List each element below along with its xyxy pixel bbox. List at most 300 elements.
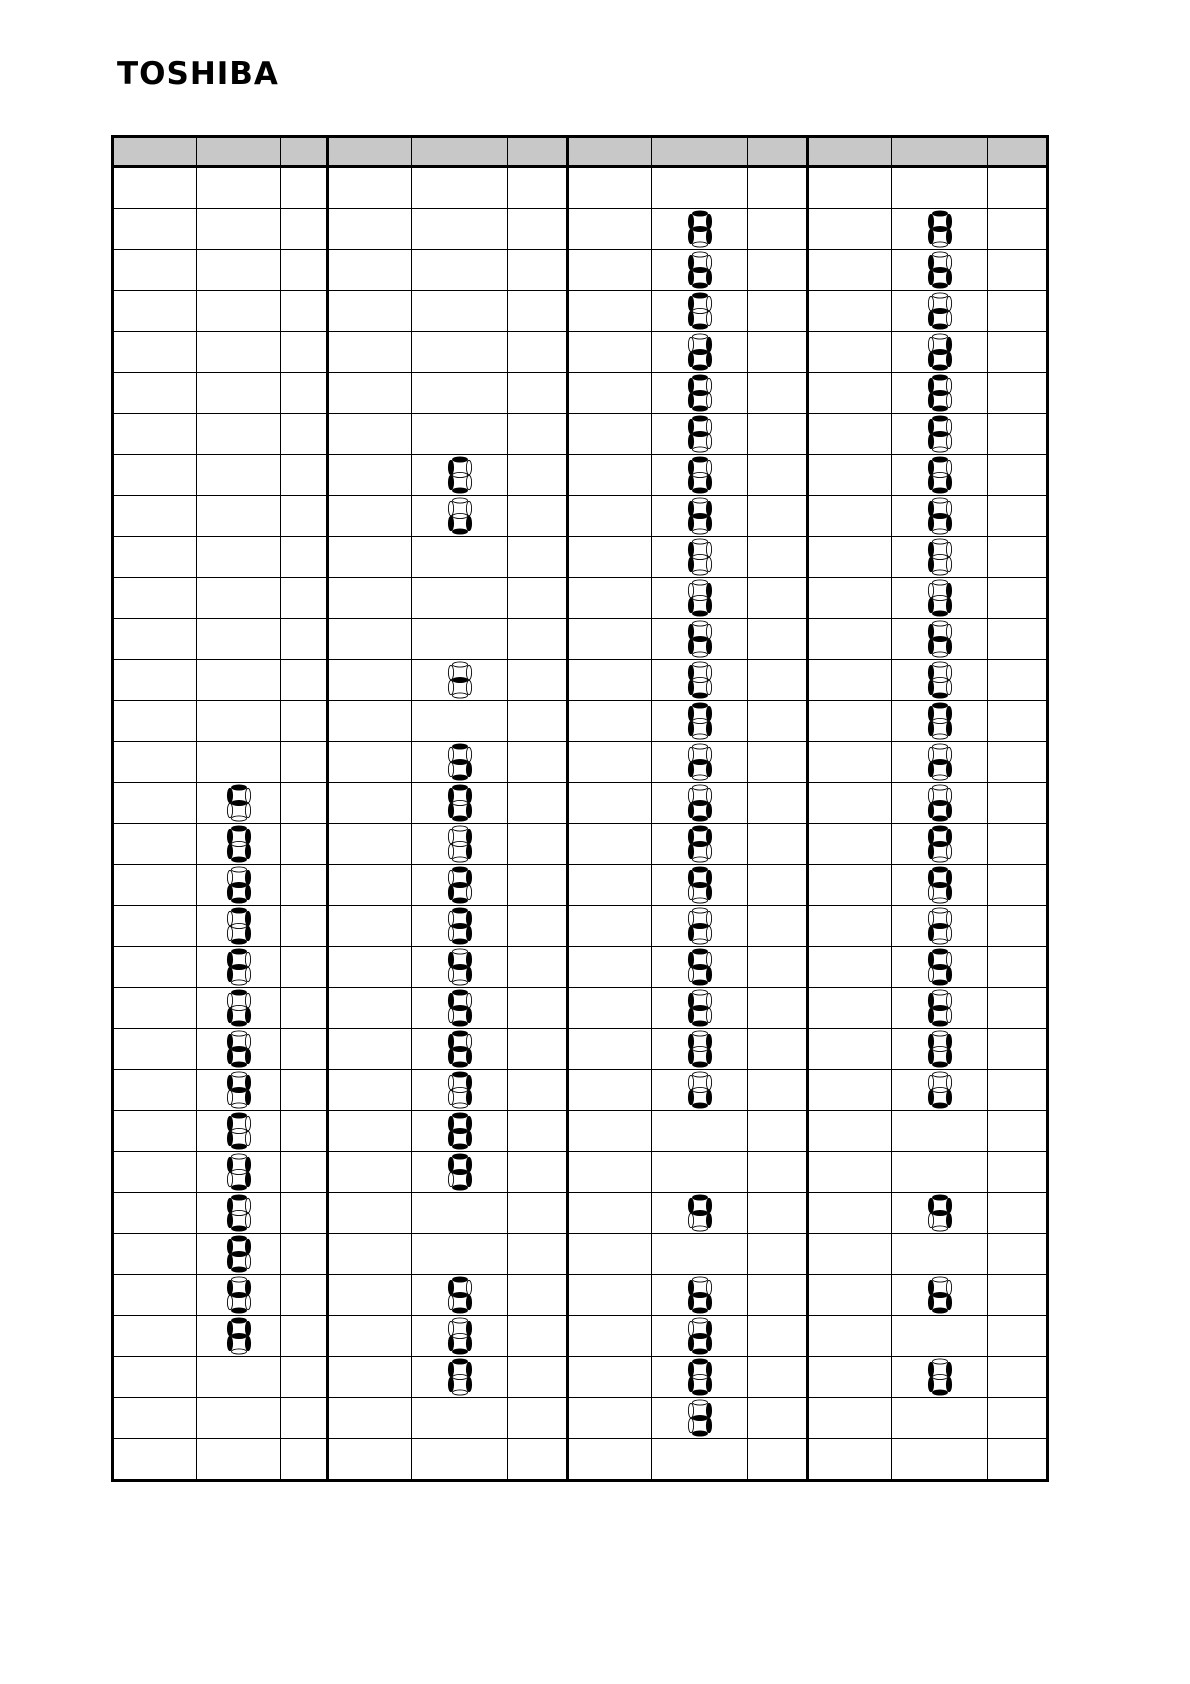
seven-segment-glyph: [447, 989, 473, 1027]
code-cell: [808, 455, 892, 496]
character-map-table: [111, 135, 1049, 1482]
segment-c: [466, 1090, 471, 1104]
segment-g: [231, 841, 246, 846]
segment-e: [688, 434, 693, 448]
segment-c: [946, 844, 951, 858]
segment-g: [692, 472, 707, 477]
segment-a: [692, 1195, 707, 1200]
glyph-cell: [197, 1275, 281, 1316]
code-cell: [113, 1357, 197, 1398]
segment-a: [231, 826, 246, 831]
table-row: [113, 414, 1048, 455]
segment-c: [946, 762, 951, 776]
segment-g: [692, 759, 707, 764]
segment-g: [692, 1292, 707, 1297]
code-cell: [808, 1357, 892, 1398]
segment-f: [688, 378, 693, 392]
segment-g: [692, 226, 707, 231]
segment-d: [932, 775, 947, 780]
segment-c: [946, 967, 951, 981]
segment-e: [688, 1418, 693, 1432]
segment-a: [932, 621, 947, 626]
segment-e: [227, 1090, 232, 1104]
segment-c: [466, 762, 471, 776]
segment-f: [928, 1075, 933, 1089]
segment-b: [706, 460, 711, 474]
segment-a: [692, 744, 707, 749]
segment-d: [932, 324, 947, 329]
segment-f: [688, 624, 693, 638]
note-cell: [988, 1398, 1048, 1439]
segment-g: [452, 964, 467, 969]
glyph-cell: [412, 1439, 508, 1481]
segment-e: [688, 229, 693, 243]
seven-segment-glyph: [226, 825, 252, 863]
seven-segment-glyph: [447, 743, 473, 781]
segment-f: [448, 993, 453, 1007]
glyph-cell: [197, 988, 281, 1029]
segment-c: [466, 1172, 471, 1186]
table-row: [113, 660, 1048, 701]
note-cell: [748, 1357, 808, 1398]
glyph-cell: [197, 1070, 281, 1111]
segment-f: [688, 1034, 693, 1048]
glyph-cell: [412, 619, 508, 660]
note-cell: [281, 1398, 328, 1439]
table-row: [113, 619, 1048, 660]
note-cell: [988, 1152, 1048, 1193]
note-cell: [748, 1439, 808, 1481]
segment-g: [452, 1005, 467, 1010]
segment-f: [688, 1198, 693, 1212]
code-cell: [113, 742, 197, 783]
note-cell: [988, 1357, 1048, 1398]
segment-e: [928, 557, 933, 571]
glyph-cell: [197, 660, 281, 701]
code-cell: [328, 1398, 412, 1439]
header-cell: [328, 137, 412, 167]
glyph-cell: [892, 250, 988, 291]
segment-c: [946, 803, 951, 817]
segment-g: [231, 1210, 246, 1215]
segment-c: [706, 434, 711, 448]
segment-a: [452, 949, 467, 954]
segment-e: [448, 1131, 453, 1145]
segment-b: [946, 706, 951, 720]
segment-a: [692, 539, 707, 544]
segment-g: [932, 759, 947, 764]
segment-e: [448, 844, 453, 858]
segment-a: [692, 1031, 707, 1036]
code-cell: [568, 1316, 652, 1357]
segment-b: [706, 542, 711, 556]
segment-e: [928, 393, 933, 407]
segment-e: [448, 1336, 453, 1350]
segment-d: [231, 1308, 246, 1313]
seven-segment-glyph: [447, 456, 473, 494]
segment-a: [692, 949, 707, 954]
table-row: [113, 906, 1048, 947]
segment-d: [692, 734, 707, 739]
segment-e: [448, 1090, 453, 1104]
segment-g: [692, 1046, 707, 1051]
glyph-cell: [197, 1234, 281, 1275]
segment-d: [231, 1062, 246, 1067]
code-cell: [808, 291, 892, 332]
code-cell: [113, 660, 197, 701]
segment-a: [231, 1236, 246, 1241]
segment-f: [688, 706, 693, 720]
segment-c: [706, 967, 711, 981]
table-row: [113, 1070, 1048, 1111]
seven-segment-glyph: [226, 1030, 252, 1068]
code-cell: [568, 537, 652, 578]
glyph-cell: [197, 332, 281, 373]
segment-g: [452, 841, 467, 846]
note-cell: [508, 783, 568, 824]
segment-a: [932, 1072, 947, 1077]
segment-b: [706, 829, 711, 843]
segment-d: [231, 939, 246, 944]
segment-f: [928, 1034, 933, 1048]
segment-g: [231, 1087, 246, 1092]
code-cell: [113, 619, 197, 660]
segment-d: [692, 242, 707, 247]
glyph-cell: [652, 414, 748, 455]
seven-segment-glyph: [226, 1194, 252, 1232]
note-cell: [508, 496, 568, 537]
note-cell: [748, 1193, 808, 1234]
glyph-cell: [652, 455, 748, 496]
segment-g: [452, 472, 467, 477]
segment-b: [706, 1403, 711, 1417]
segment-f: [688, 747, 693, 761]
segment-b: [706, 747, 711, 761]
segment-d: [452, 1144, 467, 1149]
seven-segment-glyph: [687, 251, 713, 289]
segment-d: [692, 1308, 707, 1313]
glyph-cell: [412, 578, 508, 619]
note-cell: [281, 578, 328, 619]
segment-d: [932, 898, 947, 903]
note-cell: [988, 947, 1048, 988]
segment-c: [706, 844, 711, 858]
code-cell: [568, 1029, 652, 1070]
glyph-cell: [412, 783, 508, 824]
seven-segment-glyph: [447, 1030, 473, 1068]
glyph-cell: [197, 1111, 281, 1152]
note-cell: [748, 1029, 808, 1070]
seven-segment-glyph: [447, 1071, 473, 1109]
segment-g: [932, 841, 947, 846]
seven-segment-glyph: [927, 825, 953, 863]
segment-f: [928, 665, 933, 679]
seven-segment-glyph: [687, 907, 713, 945]
seven-segment-glyph: [927, 210, 953, 248]
code-cell: [328, 578, 412, 619]
segment-b: [946, 255, 951, 269]
segment-f: [688, 214, 693, 228]
segment-f: [227, 1321, 232, 1335]
segment-g: [932, 677, 947, 682]
code-cell: [568, 578, 652, 619]
code-cell: [328, 660, 412, 701]
segment-a: [932, 867, 947, 872]
segment-f: [227, 952, 232, 966]
segment-f: [688, 665, 693, 679]
segment-b: [706, 788, 711, 802]
seven-segment-glyph: [447, 948, 473, 986]
segment-a: [692, 252, 707, 257]
segment-e: [448, 475, 453, 489]
segment-a: [452, 1031, 467, 1036]
glyph-cell: [412, 660, 508, 701]
segment-g: [932, 964, 947, 969]
code-cell: [568, 1357, 652, 1398]
segment-e: [688, 885, 693, 899]
segment-c: [946, 721, 951, 735]
code-cell: [328, 332, 412, 373]
segment-d: [692, 775, 707, 780]
segment-d: [692, 611, 707, 616]
segment-d: [231, 898, 246, 903]
segment-c: [466, 926, 471, 940]
note-cell: [748, 209, 808, 250]
note-cell: [508, 619, 568, 660]
segment-e: [688, 1213, 693, 1227]
segment-f: [688, 255, 693, 269]
segment-c: [466, 967, 471, 981]
segment-a: [932, 908, 947, 913]
segment-b: [946, 1198, 951, 1212]
segment-b: [706, 255, 711, 269]
segment-f: [928, 583, 933, 597]
segment-c: [245, 1295, 250, 1309]
segment-c: [706, 1049, 711, 1063]
glyph-cell: [652, 1234, 748, 1275]
segment-e: [928, 639, 933, 653]
segment-c: [706, 680, 711, 694]
segment-a: [932, 580, 947, 585]
note-cell: [748, 660, 808, 701]
segment-a: [932, 662, 947, 667]
note-cell: [748, 1152, 808, 1193]
segment-b: [706, 1280, 711, 1294]
code-cell: [808, 1029, 892, 1070]
segment-f: [448, 829, 453, 843]
segment-c: [946, 885, 951, 899]
seven-segment-glyph: [687, 866, 713, 904]
note-cell: [988, 1193, 1048, 1234]
seven-segment-glyph: [927, 1276, 953, 1314]
code-cell: [113, 1234, 197, 1275]
glyph-cell: [412, 209, 508, 250]
glyph-cell: [197, 1193, 281, 1234]
segment-d: [932, 1390, 947, 1395]
segment-b: [706, 337, 711, 351]
note-cell: [281, 209, 328, 250]
note-cell: [748, 783, 808, 824]
code-cell: [808, 209, 892, 250]
segment-e: [688, 475, 693, 489]
seven-segment-glyph: [687, 661, 713, 699]
seven-segment-glyph: [447, 907, 473, 945]
segment-c: [706, 557, 711, 571]
segment-e: [688, 393, 693, 407]
glyph-cell: [197, 701, 281, 742]
table-row: [113, 496, 1048, 537]
table-row: [113, 250, 1048, 291]
segment-a: [452, 1359, 467, 1364]
glyph-cell: [892, 373, 988, 414]
segment-b: [466, 1075, 471, 1089]
segment-d: [692, 447, 707, 452]
segment-f: [448, 1034, 453, 1048]
segment-c: [946, 1213, 951, 1227]
glyph-cell: [412, 824, 508, 865]
glyph-cell: [197, 373, 281, 414]
seven-segment-glyph: [447, 1276, 473, 1314]
seven-segment-glyph: [447, 825, 473, 863]
segment-f: [448, 665, 453, 679]
note-cell: [748, 332, 808, 373]
segment-a: [932, 1195, 947, 1200]
segment-g: [932, 718, 947, 723]
note-cell: [281, 332, 328, 373]
segment-b: [946, 829, 951, 843]
code-cell: [568, 455, 652, 496]
segment-g: [692, 1374, 707, 1379]
note-cell: [281, 865, 328, 906]
segment-f: [448, 870, 453, 884]
segment-e: [227, 1213, 232, 1227]
segment-e: [688, 1377, 693, 1391]
segment-g: [932, 595, 947, 600]
seven-segment-glyph: [447, 1153, 473, 1191]
segment-e: [928, 1295, 933, 1309]
code-cell: [808, 1193, 892, 1234]
segment-e: [688, 270, 693, 284]
segment-c: [706, 721, 711, 735]
code-cell: [808, 414, 892, 455]
note-cell: [988, 824, 1048, 865]
glyph-cell: [197, 619, 281, 660]
note-cell: [281, 783, 328, 824]
segment-d: [692, 857, 707, 862]
segment-a: [452, 1318, 467, 1323]
seven-segment-glyph: [687, 948, 713, 986]
segment-e: [928, 598, 933, 612]
table-row: [113, 947, 1048, 988]
code-cell: [568, 824, 652, 865]
segment-d: [692, 529, 707, 534]
code-cell: [328, 1275, 412, 1316]
code-cell: [113, 1070, 197, 1111]
segment-d: [932, 488, 947, 493]
segment-e: [227, 1254, 232, 1268]
segment-d: [452, 1390, 467, 1395]
segment-e: [448, 1049, 453, 1063]
segment-b: [946, 870, 951, 884]
glyph-cell: [412, 742, 508, 783]
seven-segment-glyph: [687, 989, 713, 1027]
code-cell: [328, 537, 412, 578]
segment-a: [452, 457, 467, 462]
segment-f: [448, 1075, 453, 1089]
glyph-cell: [412, 1357, 508, 1398]
segment-e: [928, 967, 933, 981]
code-cell: [113, 947, 197, 988]
segment-c: [466, 1008, 471, 1022]
segment-f: [227, 1157, 232, 1171]
glyph-cell: [892, 906, 988, 947]
segment-a: [932, 1031, 947, 1036]
toshiba-logo: TOSHIBA: [117, 56, 279, 92]
seven-segment-glyph: [687, 1194, 713, 1232]
code-cell: [568, 414, 652, 455]
note-cell: [508, 1439, 568, 1481]
glyph-cell: [652, 1029, 748, 1070]
glyph-cell: [892, 988, 988, 1029]
code-cell: [808, 865, 892, 906]
segment-g: [692, 349, 707, 354]
segment-g: [692, 1415, 707, 1420]
glyph-cell: [197, 742, 281, 783]
glyph-cell: [892, 783, 988, 824]
code-cell: [568, 209, 652, 250]
segment-b: [946, 583, 951, 597]
code-cell: [808, 496, 892, 537]
seven-segment-glyph: [687, 538, 713, 576]
seven-segment-glyph: [927, 989, 953, 1027]
segment-f: [928, 214, 933, 228]
code-cell: [808, 578, 892, 619]
note-cell: [748, 947, 808, 988]
segment-b: [946, 911, 951, 925]
seven-segment-glyph: [927, 292, 953, 330]
segment-g: [692, 390, 707, 395]
glyph-cell: [652, 1275, 748, 1316]
code-cell: [568, 1070, 652, 1111]
segment-b: [946, 501, 951, 515]
table-row: [113, 209, 1048, 250]
glyph-cell: [652, 250, 748, 291]
segment-e: [688, 1049, 693, 1063]
header-cell: [412, 137, 508, 167]
segment-d: [692, 939, 707, 944]
note-cell: [508, 209, 568, 250]
segment-a: [692, 908, 707, 913]
segment-e: [688, 680, 693, 694]
segment-b: [706, 1362, 711, 1376]
segment-a: [692, 662, 707, 667]
header-cell: [988, 137, 1048, 167]
segment-f: [448, 911, 453, 925]
segment-g: [932, 1046, 947, 1051]
segment-c: [706, 1377, 711, 1391]
segment-b: [245, 829, 250, 843]
segment-e: [688, 844, 693, 858]
segment-b: [946, 460, 951, 474]
segment-f: [928, 255, 933, 269]
note-cell: [988, 865, 1048, 906]
header-cell: [652, 137, 748, 167]
segment-b: [946, 378, 951, 392]
segment-f: [688, 1403, 693, 1417]
segment-f: [227, 1034, 232, 1048]
segment-f: [928, 1362, 933, 1376]
segment-c: [466, 475, 471, 489]
